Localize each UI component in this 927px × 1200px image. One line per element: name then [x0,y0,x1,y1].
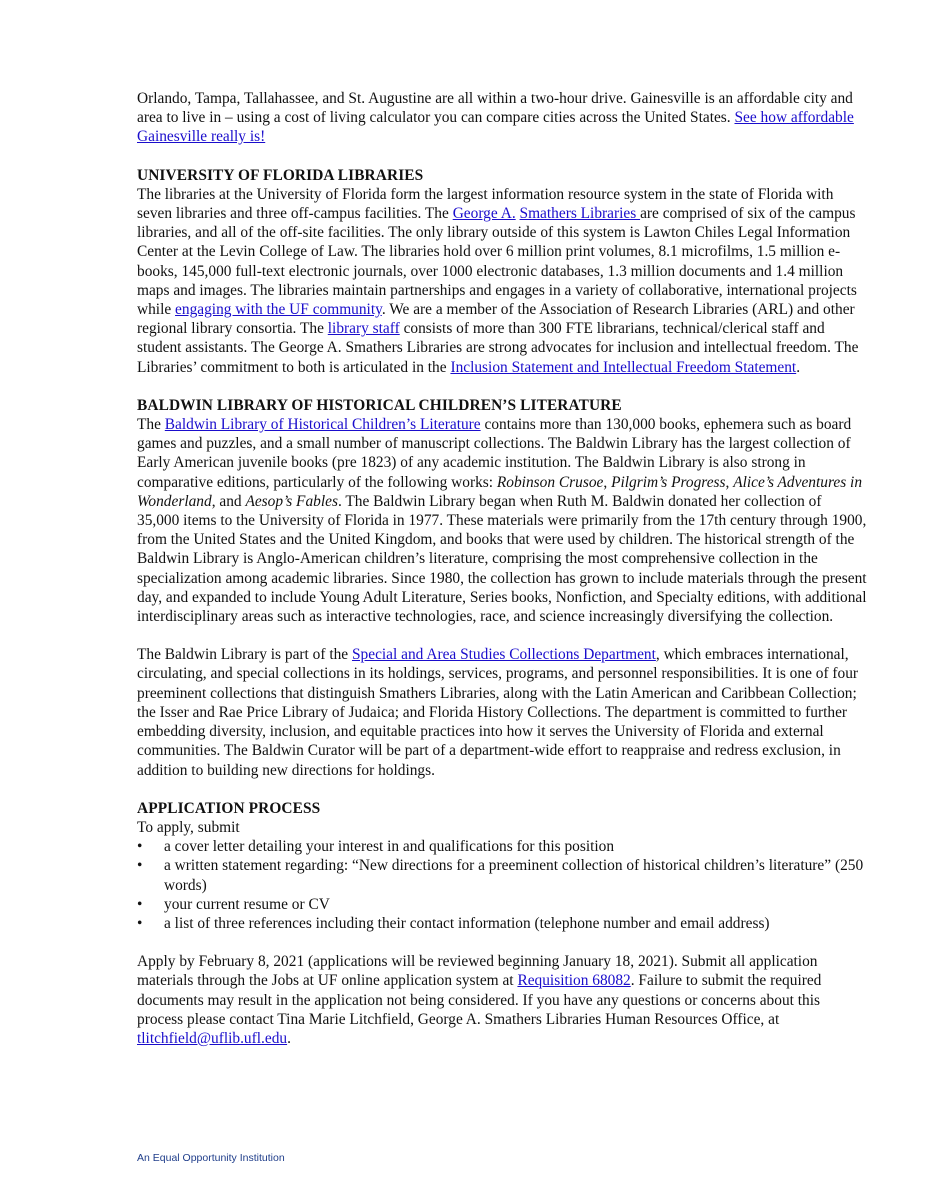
baldwin-heading: BALDWIN LIBRARY OF HISTORICAL CHILDREN’S LITERATURE [137,396,622,414]
list-item-text: a cover letter detailing your interest in and qualifications for this position [164,838,615,856]
special-collections-link[interactable]: Special and Area Studies Collections Department [351,646,656,664]
apply-text-1: Apply by February 8, 2021 (applications will be reviewed beginning January 18, 2021). Submit all application materials through the Jobs at UF online application system at [137,953,818,990]
libraries-text-2: are comprised of six of the campus libraries, and all of the off-site facilities. The only library outside of this system is Lawton Chiles Legal Information Center at the Levin College of Law. The libraries hold over 6 million print volumes, 8.1 microfilms, 1.5 million e-books, 145,000 full-text electronic journals, over 1000 electronic databases, 1.3 million documents and 1.4 million maps and images. The libraries maintain partnerships and engages in a variety of collaborative, international projects while [137,205,857,319]
apply-paragraph [137,952,867,1048]
baldwin-paragraph-2 [137,645,867,779]
comma-3: , and [211,492,246,510]
apply-text-3: . [287,1029,291,1047]
list-item [137,914,867,933]
email-link[interactable]: tlitchfield@uflib.ufl.edu [137,1029,288,1047]
bullet-icon: • [137,895,143,913]
list-item-text: your current resume or CV [164,895,330,913]
comma-1: , [603,473,612,491]
list-item-text: a written statement regarding: “New directions for a preeminent collection of historical children’s literature” (250 words) [164,857,864,894]
smathers-libraries-link[interactable]: Smathers Libraries [519,205,641,223]
list-item [137,837,867,856]
application-intro: To apply, submit [137,818,240,836]
libraries-heading: UNIVERSITY OF FLORIDA LIBRARIES [137,166,424,184]
requisition-link[interactable]: Requisition 68082 [517,972,631,990]
baldwin-paragraph-1 [137,415,867,626]
bullet-icon: • [137,914,143,932]
application-heading: APPLICATION PROCESS [137,799,321,817]
libraries-paragraph [137,185,867,377]
affordable-gainesville-link[interactable]: See how affordable Gainesville really is! [137,109,854,146]
baldwin-p2-text-1: The Baldwin Library is part of the [137,646,352,664]
bullet-icon: • [137,838,143,856]
apply-text-2: . Failure to submit the required documents may result in the application not being considered. If you have any questions or concerns about this process please contact Tina Marie Litchfield, George A. Smathers Libraries Human Resources Office, at [137,972,822,1028]
application-list [137,837,867,933]
libraries-text-1: The libraries at the University of Florida form the largest information resource system in the state of Florida with seven libraries and three off-campus facilities. The [137,185,834,223]
baldwin-text-2: contains more than 130,000 books, ephemera such as board games and puzzles, and a small number of manuscript collections. The Baldwin Library has the largest collection of Early American juvenile books (pre 1823) of any academic institution. The Baldwin Library is also strong in comparative editions, particularly of the following works: [137,416,852,491]
baldwin-p2-text-2: , which embraces international, circulating, and special collections in its holdings, services, programs, and personnel responsibilities. It is one of four preeminent collections that distinguish Smathers Libraries, along with the Latin American and Caribbean Collection; the Isser and Rae Price Library of Judaica; and Florida History Collections. The department is committed to further embedding diversity, inclusion, and equitable practices into how it serves the University of Florida and external communities. The Baldwin Curator will be part of a department-wide effort to reappraise and redress exclusion, in addition to building new directions for holdings. [137,646,859,779]
libraries-text-3: . We are a member of the Association of Research Libraries (ARL) and other regional library consortia. The [137,301,855,338]
comma-2: , [725,473,734,491]
title-alice: Alice’s Adventures in Wonderland [137,473,863,510]
baldwin-library-link[interactable]: Baldwin Library of Historical Children’s Literature [164,416,481,434]
title-aesops-fables: Aesop’s Fables [245,492,338,510]
library-staff-link[interactable]: library staff [327,320,400,338]
title-pilgrims-progress: Pilgrim’s Progress [611,473,726,491]
baldwin-text-1: The [137,416,165,434]
title-robinson-crusoe: Robinson Crusoe [496,473,604,491]
inclusion-statement-link[interactable]: Inclusion Statement and Intellectual Freedom Statement [450,358,797,376]
list-item-text: a list of three references including their contact information (telephone number and email address) [164,914,770,932]
list-item [137,895,867,914]
libraries-text-5: . [796,358,801,376]
intro-paragraph [137,89,867,147]
libraries-text-4: consists of more than 300 FTE librarians, technical/clerical staff and student assistants. The George A. Smathers Libraries are strong advocates for inclusion and intellectual freedom. The Libraries’ commitment to both is articulated in the [137,320,859,376]
document-body [137,89,867,1048]
intro-text: Orlando, Tampa, Tallahassee, and St. Augustine are all within a two-hour drive. Gainesville is an affordable city and area to live in – using a cost of living calculator you can compare cities across the United States. [137,90,853,127]
footer-equal-opportunity: An Equal Opportunity Institution [137,1152,285,1164]
baldwin-text-3: . The Baldwin Library began when Ruth M. Baldwin donated her collection of 35,000 items to the University of Florida in 1977. These materials were primarily from the 17th century through 1900, from the United States and the United Kingdom, and books that were used by children. The historical strength of the Baldwin Library is Anglo-American children’s literature, comprising the most comprehensive collection in the specialization among academic libraries. Since 1980, the collection has grown to include materials through the present day, and expanded to include Young Adult Literature, Series books, Nonfiction, and Specialty editions, with additional interdisciplinary areas such as interactive technologies, race, and science increasingly diversifying the collection. [137,492,867,626]
george-a-link[interactable]: George A. [452,205,516,223]
list-item [137,856,867,894]
bullet-icon: • [137,857,143,875]
engaging-uf-community-link[interactable]: engaging with the UF community [175,301,382,319]
